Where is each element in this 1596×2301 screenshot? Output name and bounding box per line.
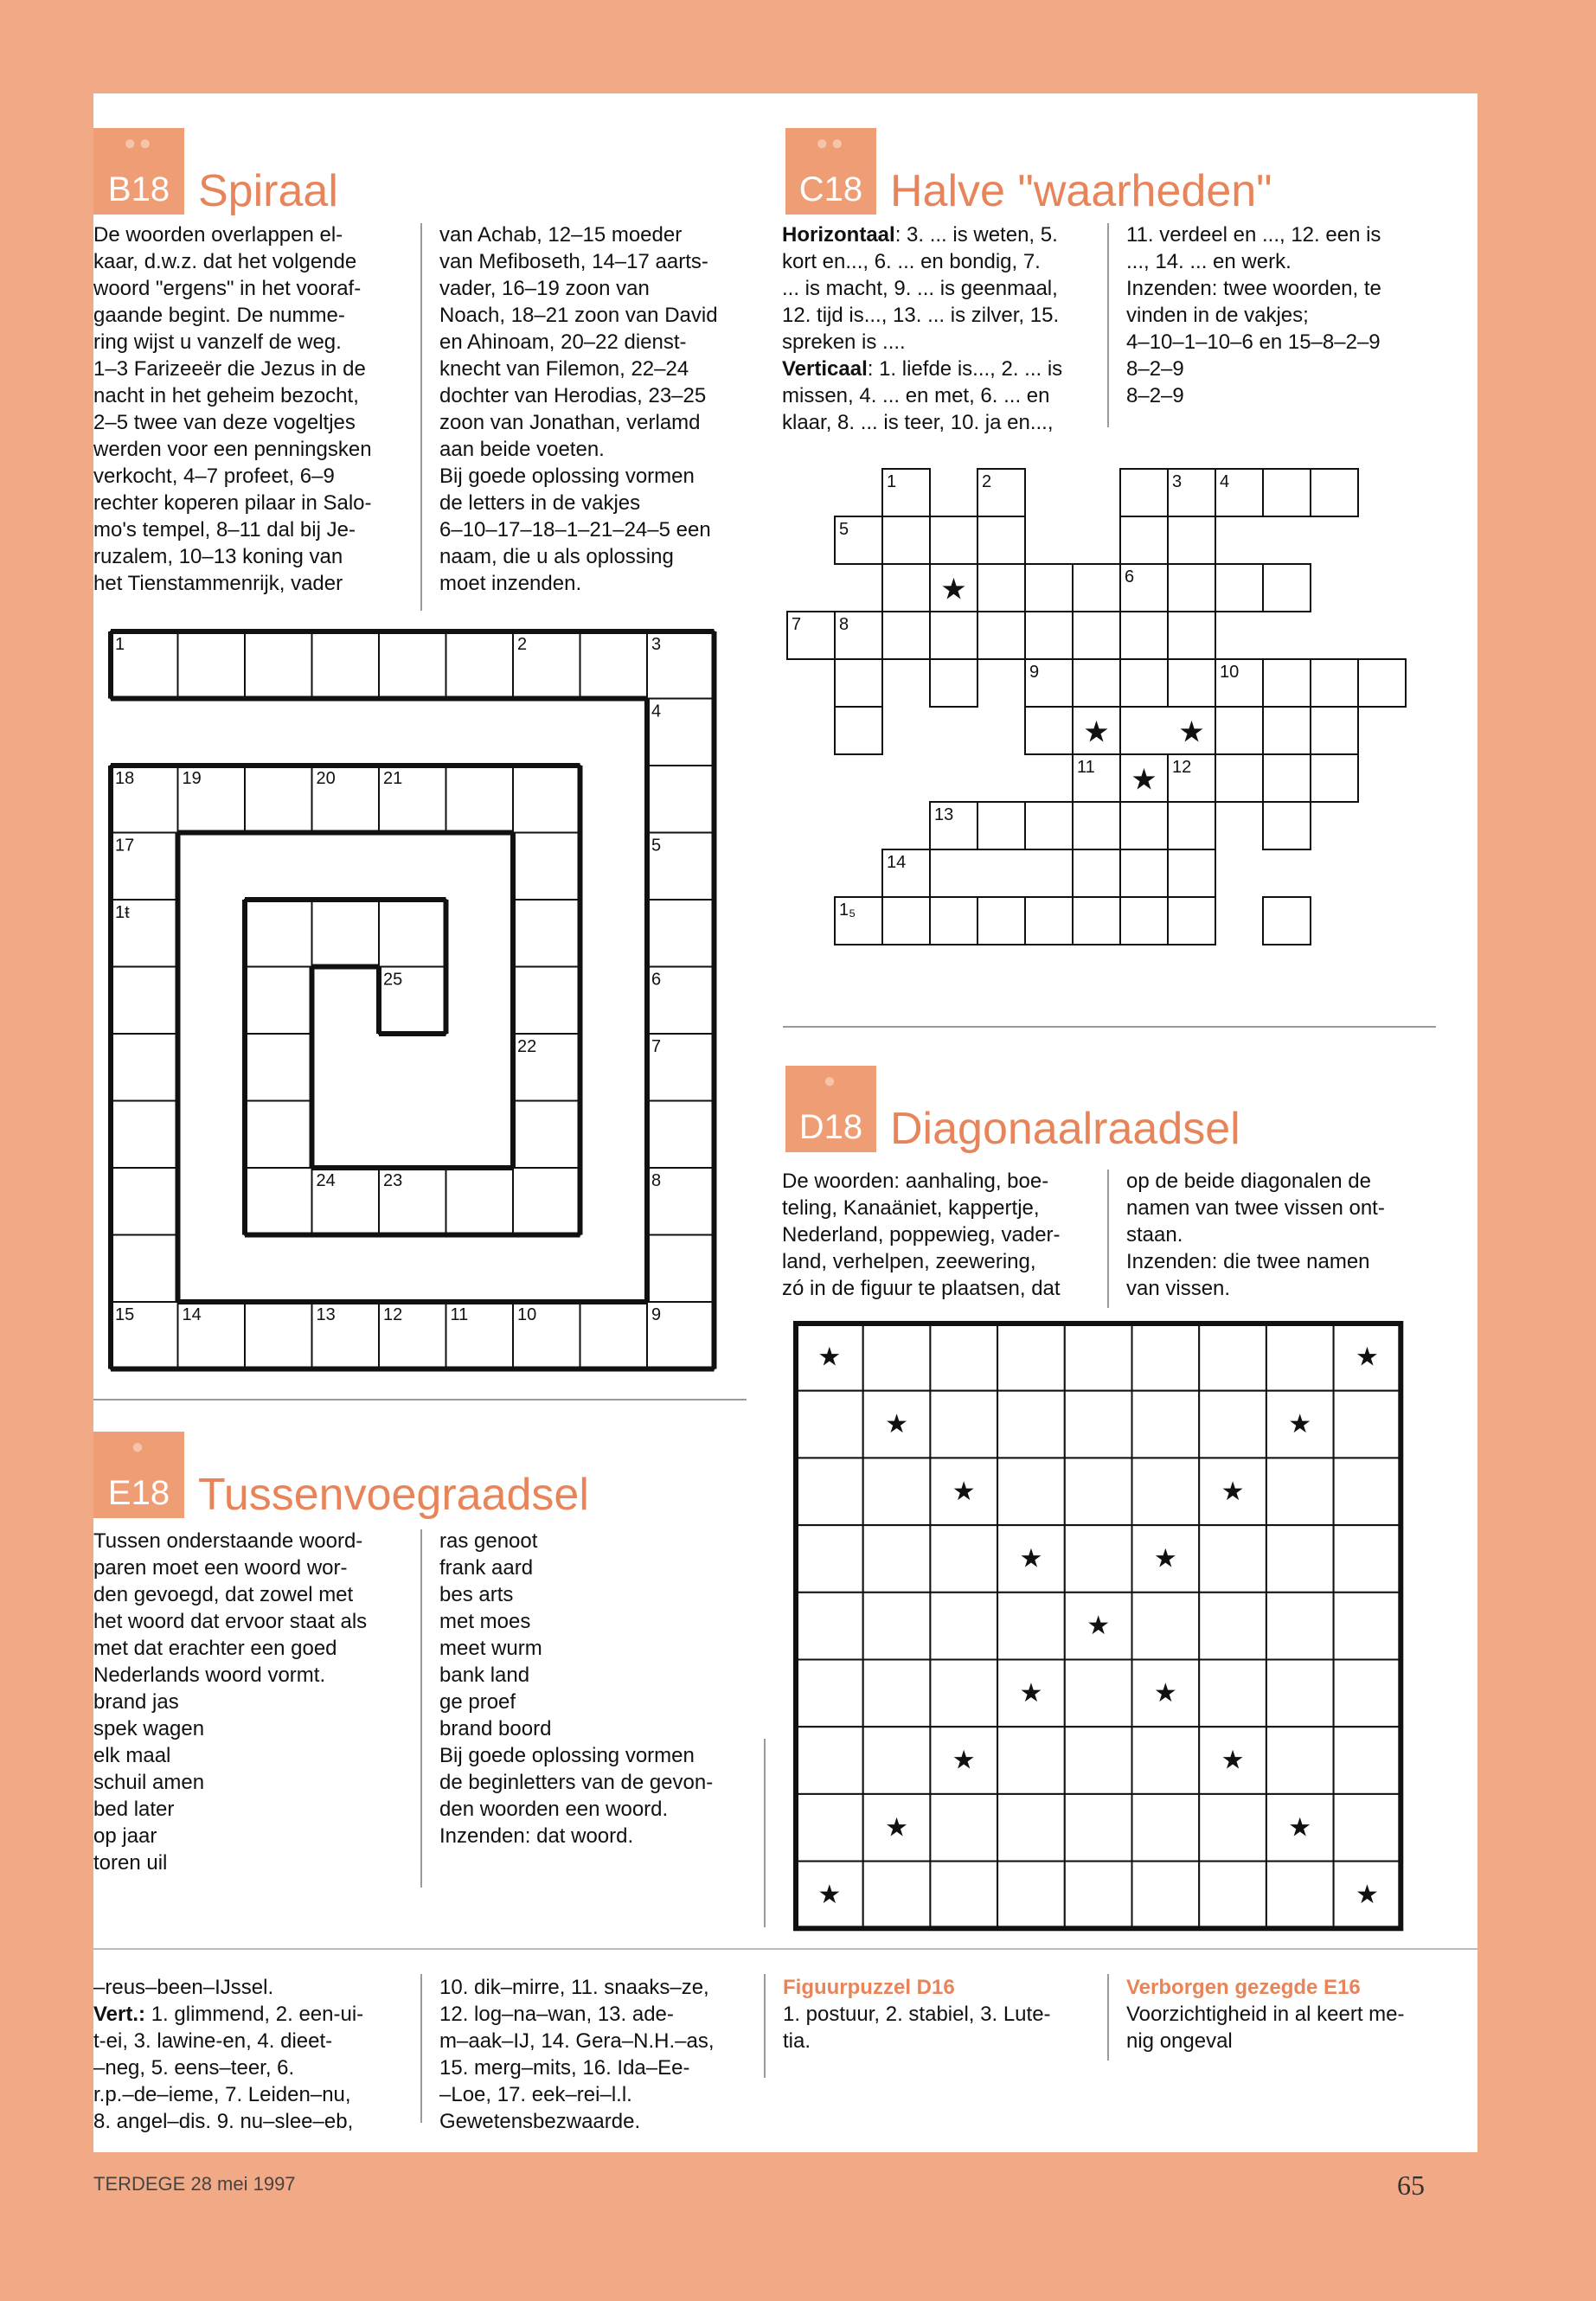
- cell-number: 12: [1172, 758, 1192, 777]
- diagonal-cell: [863, 1862, 931, 1929]
- star-icon: ★: [952, 1746, 976, 1775]
- d18-text-line: zó in de figuur te plaatsen, dat: [782, 1277, 1061, 1300]
- e18-text-line: het woord dat ervoor staat als: [93, 1610, 368, 1633]
- cell-number: 1: [887, 472, 897, 491]
- d18-left-divider: [764, 1739, 766, 1927]
- diagonal-cell: [997, 1862, 1065, 1929]
- diagonal-cell: [1065, 1862, 1132, 1929]
- diagonal-cell: [1199, 1862, 1266, 1929]
- diagonal-cell: [1132, 1794, 1200, 1862]
- star-icon: ★: [885, 1410, 909, 1439]
- star-icon: ★: [1178, 715, 1205, 749]
- d18-text-line: teling, Kanaäniet, kappertje,: [782, 1196, 1040, 1220]
- cell-number: 20: [316, 769, 336, 788]
- star-icon: ★: [1086, 1612, 1111, 1641]
- e18-text-line: den gevoegd, dat zowel met: [93, 1583, 354, 1606]
- d18-text-line: land, verhelpen, zeewering,: [782, 1250, 1036, 1273]
- d18-code: D18: [798, 1108, 863, 1146]
- cell-number: 10: [1220, 663, 1240, 682]
- cell-number: 22: [517, 1037, 537, 1056]
- diagonal-cell: [1334, 1660, 1401, 1727]
- cell-number: 12: [383, 1305, 403, 1324]
- e18-text-line: met moes: [439, 1610, 531, 1633]
- cell-number: 13: [934, 805, 954, 824]
- b18-text-line: van Mefiboseth, 14–17 aarts-: [439, 250, 708, 273]
- d18-text-line: De woorden: aanhaling, boe-: [782, 1170, 1049, 1193]
- e18-column-divider: [420, 1529, 422, 1888]
- e18-text-line: brand boord: [439, 1717, 552, 1740]
- solution-line: t-ei, 3. lawine-en, 4. dieet-: [93, 2029, 333, 2053]
- star-icon: ★: [952, 1477, 976, 1506]
- cell-number: 2: [517, 635, 528, 654]
- e18-text-line: den woorden een woord.: [439, 1798, 669, 1821]
- diagonal-cell: [863, 1593, 931, 1660]
- c18-line: kort en..., 6. ... en bondig, 7.: [782, 250, 1041, 273]
- solution-line: 8. angel–dis. 9. nu–slee–eb,: [93, 2110, 354, 2133]
- e18-text-line: ras genoot: [439, 1529, 538, 1553]
- diagonal-cell: [1199, 1324, 1266, 1391]
- diagonal-cell: [930, 1593, 997, 1660]
- cell-number: 7: [651, 1037, 662, 1056]
- diagonal-cell: [1065, 1324, 1132, 1391]
- cell-number: 3: [651, 635, 662, 654]
- e18-text-line: de beginletters van de gevon-: [439, 1771, 714, 1794]
- e18-code: E18: [107, 1474, 170, 1512]
- b18-text-line: nacht in het geheim bezocht,: [93, 384, 359, 407]
- solutions-divider-3: [1107, 1974, 1109, 2061]
- cell-number: 15: [115, 1305, 135, 1324]
- e18-header: [93, 1432, 589, 1518]
- d18-dots: ●: [823, 1069, 839, 1093]
- d18-text-line: op de beide diagonalen de: [1126, 1170, 1371, 1193]
- diagonal-cell: [1132, 1324, 1200, 1391]
- diagonal-cell: [1266, 1458, 1334, 1525]
- b18-text-line: Noach, 18–21 zoon van David: [439, 304, 718, 327]
- diagonal-cell: [796, 1727, 863, 1794]
- e18-title: Tussenvoegraadsel: [198, 1470, 589, 1520]
- b18-text-line: kaar, d.w.z. dat het volgende: [93, 250, 357, 273]
- c18-line: spreken is ....: [782, 330, 906, 354]
- solutions-col4: [1126, 1974, 1455, 2054]
- solutions-divider-1: [420, 1974, 422, 2123]
- e18-text-line: Nederlands woord vormt.: [93, 1663, 326, 1687]
- diagonal-cell: [930, 1862, 997, 1929]
- diagonal-cell: [1266, 1324, 1334, 1391]
- cell-number: 5: [839, 520, 849, 539]
- cell-number: 11: [1077, 758, 1095, 777]
- b18-text-line: ruzalem, 10–13 koning van: [93, 545, 343, 568]
- cell-number: 8: [839, 615, 849, 634]
- b18-text-line: het Tienstammenrijk, vader: [93, 572, 343, 595]
- diagonal-cell: [1199, 1593, 1266, 1660]
- d18-title: Diagonaalraadsel: [890, 1104, 1240, 1154]
- solutions-divider-2: [764, 1974, 766, 2078]
- c18-verticaal-label: Verticaal: [782, 357, 868, 381]
- cell-number: 21: [383, 769, 403, 788]
- diagonal-cell: [1266, 1727, 1334, 1794]
- star-icon: ★: [817, 1880, 842, 1909]
- cell-number: 1ŧ: [115, 903, 130, 922]
- star-icon: ★: [1221, 1746, 1245, 1775]
- diagonal-cell: [1334, 1727, 1401, 1794]
- star-icon: ★: [1131, 763, 1157, 797]
- diagonal-cell: [997, 1794, 1065, 1862]
- cell-number: 25: [383, 970, 403, 990]
- solution-line: –Loe, 17. eek–rei–l.l.: [439, 2083, 632, 2106]
- e18-text-line: Inzenden: dat woord.: [439, 1824, 634, 1848]
- cell-number: 23: [383, 1171, 403, 1190]
- cell-number: 1: [115, 635, 125, 654]
- star-icon: ★: [1288, 1813, 1312, 1843]
- cell-number: 1₅: [839, 901, 856, 920]
- cell-number: 9: [651, 1305, 662, 1324]
- solution-line: Gewetensbezwaarde.: [439, 2110, 641, 2133]
- diagonal-cell: [1132, 1391, 1200, 1458]
- diagonal-cell: [863, 1525, 931, 1593]
- star-icon: ★: [817, 1343, 842, 1372]
- cell-number: 14: [887, 853, 907, 872]
- diagonal-cell: [997, 1458, 1065, 1525]
- cell-number: 7: [792, 615, 802, 634]
- solutions-vert-label: Vert.:: [93, 2003, 146, 2026]
- cell-number: 14: [182, 1305, 202, 1324]
- solution-line: tia.: [783, 2029, 811, 2053]
- diagonal-cell: [1199, 1525, 1266, 1593]
- c18-text-line: vinden in de vakjes;: [1126, 304, 1309, 327]
- cell-number: 19: [182, 769, 202, 788]
- star-icon: ★: [1355, 1343, 1379, 1372]
- e18-text-line: met dat erachter een goed: [93, 1637, 337, 1660]
- solution-line: 10. dik–mirre, 11. snaaks–ze,: [439, 1976, 709, 1999]
- e18-text-line: Tussen onderstaande woord-: [93, 1529, 363, 1553]
- cell-number: 8: [651, 1171, 662, 1190]
- b18-text-line: naam, die u als oplossing: [439, 545, 674, 568]
- b18-text-line: mo's tempel, 8–11 dal bij Je-: [93, 518, 356, 542]
- diagonal-cell: [997, 1391, 1065, 1458]
- c18-dots: ●●: [816, 131, 846, 155]
- solution-line: –neg, 5. eens–teer, 6.: [93, 2056, 295, 2080]
- diagonal-cell: [997, 1593, 1065, 1660]
- b18-text-line: rechter koperen pilaar in Salo-: [93, 491, 372, 515]
- footer-page-number: 65: [1397, 2170, 1425, 2201]
- c18-line: : 3. ... is weten, 5.: [894, 223, 1058, 247]
- diagonal-cell: [1334, 1458, 1401, 1525]
- cell-number: 2: [982, 472, 992, 491]
- diagonal-cell: [930, 1794, 997, 1862]
- b18-text-line: de letters in de vakjes: [439, 491, 641, 515]
- diagonal-cell: [1132, 1593, 1200, 1660]
- e18-badge: [93, 1432, 184, 1518]
- star-icon: ★: [1355, 1880, 1379, 1909]
- solution-line: 15. merg–mits, 16. Ida–Ee-: [439, 2056, 690, 2080]
- c18-line: missen, 4. ... en met, 6. ... en: [782, 384, 1050, 407]
- c18-horizontaal-label: Horizontaal: [782, 223, 895, 247]
- cell-number: 5: [651, 836, 662, 856]
- diagonal-cell: [1065, 1391, 1132, 1458]
- b18-text-line: verkocht, 4–7 profeet, 6–9: [93, 465, 335, 488]
- cell-number: 24: [316, 1171, 336, 1190]
- e18-dots: ●: [131, 1435, 147, 1458]
- c18-text-line: 11. verdeel en ..., 12. een is: [1126, 223, 1381, 247]
- diagonal-cell: [1334, 1525, 1401, 1593]
- d18-text-line: Nederland, poppewieg, vader-: [782, 1223, 1061, 1247]
- diagonal-cell: [930, 1660, 997, 1727]
- diagonal-cell: [930, 1324, 997, 1391]
- b18-text-line: dochter van Herodias, 23–25: [439, 384, 707, 407]
- cell-number: 11: [450, 1305, 469, 1324]
- c18-code: C18: [798, 170, 863, 208]
- diagonal-cell: [1266, 1660, 1334, 1727]
- diagonal-cell: [1065, 1727, 1132, 1794]
- star-icon: ★: [1153, 1544, 1177, 1574]
- b18-title: Spiraal: [198, 166, 338, 216]
- diagonal-cell: [1334, 1794, 1401, 1862]
- b18-dots: ●●: [124, 131, 154, 155]
- diagonal-cell: [1132, 1862, 1200, 1929]
- b18-text-line: De woorden overlappen el-: [93, 223, 343, 247]
- e18-text-line: bes arts: [439, 1583, 514, 1606]
- diagonal-cell: [1334, 1593, 1401, 1660]
- solution-line: –reus–been–IJssel.: [93, 1976, 274, 1999]
- diagonal-cell: [796, 1525, 863, 1593]
- star-icon: ★: [1288, 1410, 1312, 1439]
- c18-text-line: ..., 14. ... en werk.: [1126, 250, 1292, 273]
- solution-line: 12. log–na–wan, 13. ade-: [439, 2003, 674, 2026]
- cell-number: 13: [316, 1305, 336, 1324]
- e18-text-line: ge proef: [439, 1690, 516, 1714]
- solution-line: r.p.–de–ieme, 7. Leiden–nu,: [93, 2083, 351, 2106]
- solutions-col4-title: Verborgen gezegde E16: [1126, 1976, 1361, 1999]
- star-icon: ★: [1019, 1544, 1043, 1574]
- solution-line: Voorzichtigheid in al keert me-: [1126, 2003, 1405, 2026]
- b18-text-line: woord "ergens" in het vooraf-: [93, 277, 362, 300]
- cell-number: 10: [517, 1305, 537, 1324]
- cell-number: 9: [1029, 663, 1040, 682]
- c18-text-line: 4–10–1–10–6 en 15–8–2–9: [1126, 330, 1381, 354]
- solutions-col3-title: Figuurpuzzel D16: [783, 1976, 955, 1999]
- cell-number: 6: [1125, 567, 1135, 586]
- b18-text-line: gaande begint. De numme-: [93, 304, 345, 327]
- diagonal-cell: [796, 1660, 863, 1727]
- cell-number: 4: [1220, 472, 1230, 491]
- diagonal-cell: [796, 1458, 863, 1525]
- b18-text-line: zoon van Jonathan, verlamd: [439, 411, 701, 434]
- b18-text-line: 2–5 twee van deze vogeltjes: [93, 411, 356, 434]
- diagonal-cell: [1266, 1862, 1334, 1929]
- d18-text-line: van vissen.: [1126, 1277, 1231, 1300]
- c18-text-line: 8–2–9: [1126, 357, 1184, 381]
- b18-text-line: Bij goede oplossing vormen: [439, 465, 695, 488]
- c18-text-line: Inzenden: twee woorden, te: [1126, 277, 1381, 300]
- diagonal-cell: [863, 1660, 931, 1727]
- b18-e18-separator: [93, 1399, 747, 1400]
- diagonal-cell: [997, 1727, 1065, 1794]
- star-icon: ★: [1083, 715, 1110, 749]
- solutions-separator: [93, 1948, 1477, 1950]
- e18-text-line: brand jas: [93, 1690, 179, 1714]
- diagonal-cell: [1065, 1660, 1132, 1727]
- diagonal-cell: [997, 1324, 1065, 1391]
- star-icon: ★: [1019, 1678, 1043, 1708]
- diagonal-cell: [796, 1593, 863, 1660]
- diagonal-cell: [1132, 1458, 1200, 1525]
- c18-line: ... is macht, 9. ... is geenmaal,: [782, 277, 1058, 300]
- star-icon: ★: [940, 573, 967, 606]
- b18-text-line: knecht van Filemon, 22–24: [439, 357, 689, 381]
- diagonal-cell: [863, 1727, 931, 1794]
- diagonal-cell: [1266, 1525, 1334, 1593]
- e18-text-right: [439, 1528, 751, 1849]
- c18-title: Halve "waarheden": [890, 166, 1272, 216]
- star-icon: ★: [885, 1813, 909, 1843]
- b18-text-line: aan beide voeten.: [439, 438, 605, 461]
- cell-number: 18: [115, 769, 135, 788]
- b18-text-line: van Achab, 12–15 moeder: [439, 223, 683, 247]
- b18-text-line: ring wijst u vanzelf de weg.: [93, 330, 342, 354]
- e18-text-line: toren uil: [93, 1851, 168, 1875]
- e18-text-line: bed later: [93, 1798, 175, 1821]
- e18-text-line: Bij goede oplossing vormen: [439, 1744, 695, 1767]
- b18-text-line: en Ahinoam, 20–22 dienst-: [439, 330, 687, 354]
- diagonal-cell: [1065, 1525, 1132, 1593]
- e18-text-line: bank land: [439, 1663, 530, 1687]
- e18-text-left: [93, 1528, 405, 1876]
- c18-text-line: 8–2–9: [1126, 384, 1184, 407]
- diagonal-cell: [1199, 1391, 1266, 1458]
- b18-text-line: vader, 16–19 zoon van: [439, 277, 650, 300]
- d18-text-line: staan.: [1126, 1223, 1183, 1247]
- diagonal-cell: [863, 1458, 931, 1525]
- star-icon: ★: [1153, 1678, 1177, 1708]
- diagonal-cell: [1266, 1593, 1334, 1660]
- diagonal-cell: [1065, 1458, 1132, 1525]
- diagonal-cell: [863, 1324, 931, 1391]
- star-icon: ★: [1221, 1477, 1245, 1506]
- cell-number: 3: [1172, 472, 1183, 491]
- diagonal-cell: [1199, 1660, 1266, 1727]
- e18-text-line: op jaar: [93, 1824, 157, 1848]
- cell-number: 6: [651, 970, 662, 990]
- d18-text-line: Inzenden: die twee namen: [1126, 1250, 1370, 1273]
- e18-text-line: frank aard: [439, 1556, 534, 1580]
- c18-line: 12. tijd is..., 13. ... is zilver, 15.: [782, 304, 1060, 327]
- solutions-col1: [93, 1974, 405, 2135]
- cell-number: 17: [115, 836, 135, 856]
- diagonal-cell: [1132, 1727, 1200, 1794]
- c18-line: klaar, 8. ... is teer, 10. ja en...,: [782, 411, 1054, 434]
- cell-number: 4: [651, 702, 662, 721]
- e18-text-line: elk maal: [93, 1744, 171, 1767]
- diagonal-cell: [1199, 1794, 1266, 1862]
- solution-line: m–aak–IJ, 14. Gera–N.H.–as,: [439, 2029, 715, 2053]
- e18-text-line: spek wagen: [93, 1717, 205, 1740]
- diagonal-cell: [796, 1391, 863, 1458]
- solution-line: nig ongeval: [1126, 2029, 1233, 2053]
- b18-text-line: werden voor een penningsken: [93, 438, 372, 461]
- b18-code: B18: [107, 170, 170, 208]
- e18-text-line: meet wurm: [439, 1637, 542, 1660]
- diagonal-cell: [930, 1525, 997, 1593]
- e18-text-line: paren moet een woord wor-: [93, 1556, 348, 1580]
- solutions-col3: [783, 1974, 1094, 2054]
- diagonal-cell: [796, 1794, 863, 1862]
- b18-text-line: 1–3 Farizeeër die Jezus in de: [93, 357, 366, 381]
- solution-line: 1. glimmend, 2. een-ui-: [151, 2003, 364, 2026]
- solution-line: 1. postuur, 2. stabiel, 3. Lute-: [783, 2003, 1051, 2026]
- d18-text-line: namen van twee vissen ont-: [1126, 1196, 1385, 1220]
- c18-line: : 1. liefde is..., 2. ... is: [867, 357, 1063, 381]
- diagonal-cell: [930, 1391, 997, 1458]
- diagonal-cell: [1334, 1391, 1401, 1458]
- solutions-col2: [439, 1974, 751, 2135]
- footer-publication: TERDEGE 28 mei 1997: [93, 2173, 296, 2195]
- b18-text-line: 6–10–17–18–1–21–24–5 een: [439, 518, 711, 542]
- diagonal-cell: [1065, 1794, 1132, 1862]
- e18-text-line: schuil amen: [93, 1771, 205, 1794]
- b18-text-line: moet inzenden.: [439, 572, 582, 595]
